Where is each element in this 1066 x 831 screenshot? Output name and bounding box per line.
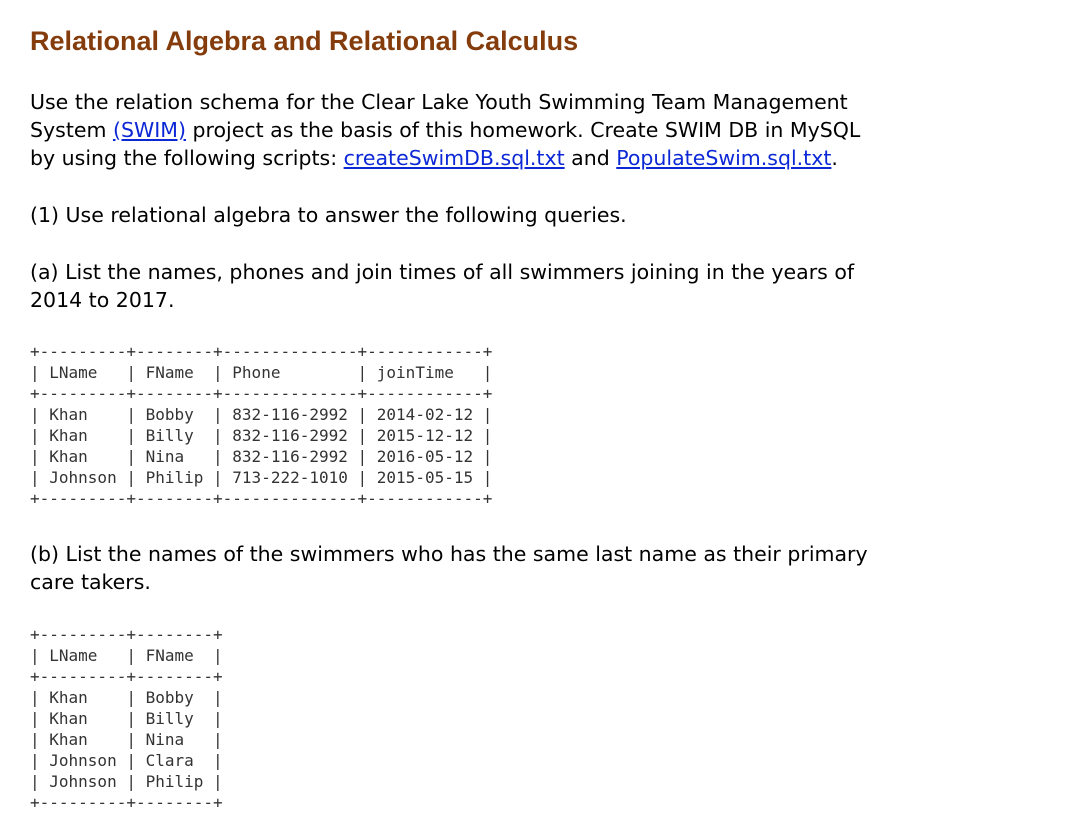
- part-a-question: [30, 258, 854, 314]
- part-b-line-1: (b) List the names of the swimmers who has the same last name as their primary: [30, 542, 868, 566]
- create-swim-db-link[interactable]: createSwimDB.sql.txt: [343, 146, 565, 170]
- populate-swim-link[interactable]: PopulateSwim.sql.txt: [616, 146, 832, 170]
- intro-line-1: Use the relation schema for the Clear Lake Youth Swimming Team Management: [30, 90, 848, 114]
- intro-line-3-prefix: by using the following scripts:: [30, 146, 344, 170]
- swim-link[interactable]: (SWIM): [112, 118, 186, 142]
- intro-paragraph: [30, 88, 860, 172]
- part-b-line-2: care takers.: [30, 570, 151, 594]
- intro-line-2-suffix: project as the basis of this homework. Create SWIM DB in MySQL: [185, 118, 861, 142]
- intro-line-3-middle: and: [564, 146, 617, 170]
- part-a-line-1: (a) List the names, phones and join times of all swimmers joining in the years of: [30, 260, 855, 284]
- result-table-b: +---------+--------+ | LName | FName | +---------+--------+ | Khan | Bobby | | Khan | Billy | | Khan | Nina | | Johnson | Clara | | Johnson | Philip | +---------+--------+: [30, 625, 223, 812]
- question-1-heading: (1) Use relational algebra to answer the following queries.: [30, 203, 627, 227]
- part-b-question: [30, 540, 868, 596]
- intro-line-3-suffix: .: [831, 146, 838, 170]
- intro-line-2-prefix: System: [30, 118, 113, 142]
- result-table-a: +---------+--------+--------------+------------+ | LName | FName | Phone | joinTime | +---------+--------+--------------+------------+ | Khan | Bobby | 832-116-2992 | 2014-02-12 | | Khan | Billy | 832-116-2992 | 2015-12-12 | | Khan | Nina | 832-116-2992 | 2016-05-12 | | Johnson | Philip | 713-222-1010 | 2015-05-15 | +---------+--------+--------------+------------+: [30, 342, 493, 508]
- part-a-line-2: 2014 to 2017.: [30, 288, 175, 312]
- page-title: Relational Algebra and Relational Calculus: [30, 26, 579, 56]
